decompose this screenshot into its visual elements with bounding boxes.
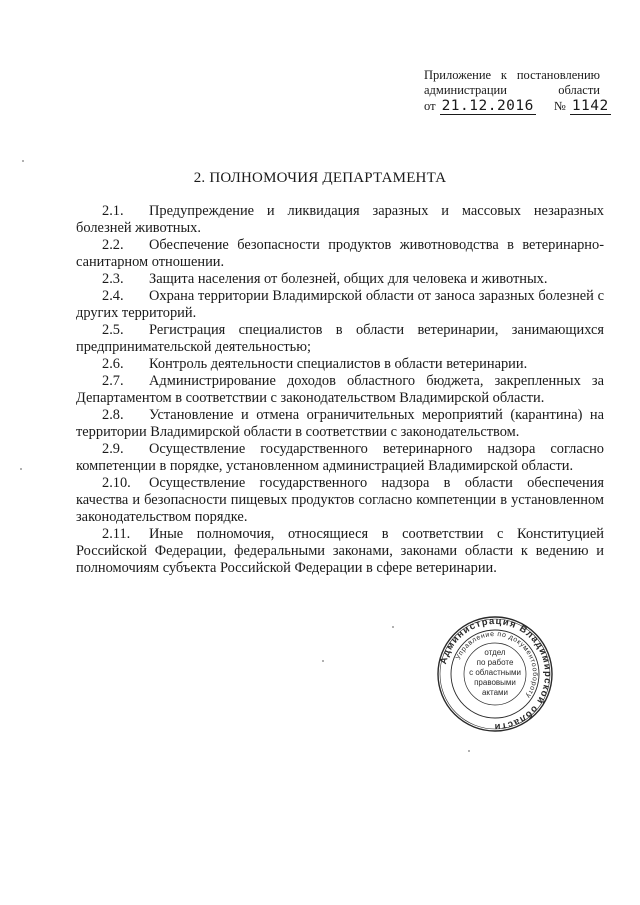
item-number: 2.6.: [102, 356, 124, 372]
list-item: [76, 356, 604, 373]
appendix-word: Приложение: [424, 68, 492, 82]
item-number: 2.2.: [102, 237, 124, 253]
stamp-outer-text: Администрация Владимирской области: [438, 615, 554, 733]
list-item: [76, 526, 604, 577]
item-number: 2.9.: [102, 441, 124, 457]
stamp-center-line: правовыми: [474, 678, 516, 687]
list-item: [76, 237, 604, 271]
decree-number: 1142: [571, 98, 609, 114]
number-sign: №: [553, 99, 566, 113]
admin-line: [424, 83, 600, 98]
item-text: Охрана территории Владимирской области от заноса заразных болезней с других территорий.: [76, 288, 604, 321]
list-item: [76, 288, 604, 322]
list-item: [76, 203, 604, 237]
admin-word: администрации: [424, 83, 507, 97]
item-text: Предупреждение и ликвидация заразных и массовых незаразных болезней животных.: [76, 203, 604, 236]
item-text: Контроль деятельности специалистов в области ветеринарии.: [149, 356, 528, 372]
stamp-center-line: по работе: [476, 658, 514, 667]
item-text: Иные полномочия, относящиеся в соответствии с Конституцией Российской Федерации, федеральными законами, законами области к ведению и полномочиям субъекта Российской Федерации в сфере ветеринарии.: [76, 526, 604, 576]
list-item: [76, 475, 604, 526]
stamp-center-line: отдел: [484, 648, 506, 657]
appendix-word: к: [500, 68, 507, 82]
item-number: 2.3.: [102, 271, 124, 287]
item-text: Регистрация специалистов в области ветеринарии, занимающихся предпринимательской деятельностью;: [76, 322, 604, 355]
scan-speck: [20, 468, 22, 470]
decree-date: 21.12.2016: [441, 98, 534, 114]
stamp-inner-text: Управление по документообороту: [455, 630, 539, 700]
region-word: области: [558, 83, 600, 97]
stamp-center-text: [436, 648, 554, 698]
item-number: 2.8.: [102, 407, 124, 423]
item-text: Осуществление государственного надзора в области обеспечения качества и безопасности пищевых продуктов согласно компетенции в установленном законодательством порядке.: [76, 475, 604, 525]
appendix-line: [424, 68, 600, 83]
official-stamp: [436, 615, 554, 733]
stamp-center-line: актами: [481, 688, 509, 697]
scan-speck: [322, 660, 324, 662]
list-item: [76, 271, 604, 288]
item-number: 2.10.: [102, 475, 131, 491]
date-number-line: [424, 98, 609, 115]
item-number: 2.1.: [102, 203, 124, 219]
stamp-center-line: с областными: [469, 668, 521, 677]
list-item: [76, 441, 604, 475]
item-number: 2.5.: [102, 322, 124, 338]
list-item: [76, 322, 604, 356]
item-text: Установление и отмена ограничительных мероприятий (карантина) на территории Владимирской области в соответствии с законодательством.: [76, 407, 604, 440]
appendix-header: [424, 68, 609, 115]
item-number: 2.11.: [102, 526, 131, 542]
scan-speck: [468, 750, 470, 752]
from-label: от: [424, 99, 436, 113]
scan-speck: [392, 626, 394, 628]
section-title: 2. ПОЛНОМОЧИЯ ДЕПАРТАМЕНТА: [193, 170, 447, 186]
scan-speck: [22, 160, 24, 162]
item-text: Администрирование доходов областного бюджета, закрепленных за Департаментом в соответствии с законодательством Владимирской области.: [76, 373, 604, 406]
list-item: [76, 407, 604, 441]
item-number: 2.4.: [102, 288, 124, 304]
list-item: [76, 373, 604, 407]
item-text: Обеспечение безопасности продуктов животноводства в ветеринарно-санитарном отношении.: [76, 237, 604, 270]
appendix-word: постановлению: [516, 68, 600, 82]
item-text: Защита населения от болезней, общих для человека и животных.: [149, 271, 548, 287]
item-number: 2.7.: [102, 373, 124, 389]
powers-list: [76, 203, 604, 577]
item-text: Осуществление государственного ветеринарного надзора согласно компетенции в порядке, установленном администрацией Владимирской области.: [76, 441, 604, 474]
